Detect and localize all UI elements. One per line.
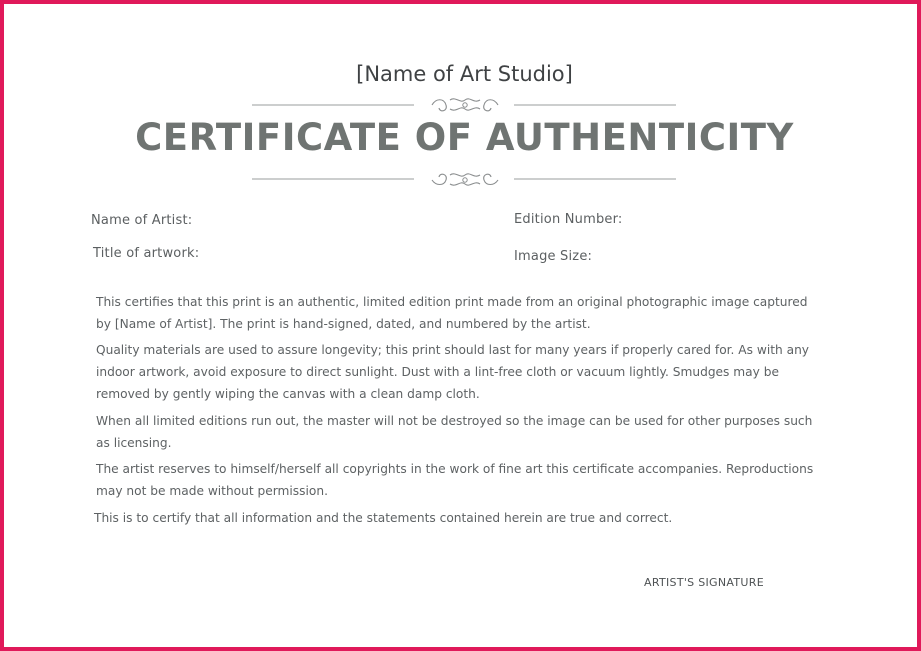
paragraph-editions: When all limited editions run out, the master will not be destroyed so the image can be used for other purposes such as licensing.	[96, 414, 813, 450]
image-size-label: Image Size:	[514, 249, 593, 264]
bottom-divider	[4, 171, 921, 191]
artist-name-label: Name of Artist:	[91, 213, 193, 228]
certificate-title: CERTIFICATE OF AUTHENTICITY	[135, 116, 794, 159]
paragraph-certification: This is to certify that all information and the statements contained herein are true and correct.	[94, 511, 673, 525]
top-divider	[4, 95, 921, 115]
scroll-flourish-icon	[4, 171, 921, 191]
signature-label: ARTIST'S SIGNATURE	[644, 576, 764, 589]
artwork-title-label: Title of artwork:	[93, 246, 200, 261]
studio-name: [Name of Art Studio]	[356, 62, 573, 86]
edition-number-label: Edition Number:	[514, 212, 623, 227]
scroll-flourish-icon	[4, 95, 921, 115]
paragraph-copyright: The artist reserves to himself/herself all copyrights in the work of fine art this certificate accompanies. Reproductions may not be made without permission.	[96, 462, 814, 498]
paragraph-care: Quality materials are used to assure longevity; this print should last for many years if properly cared for. As with any indoor artwork, avoid exposure to direct sunlight. Dust with a lint-free cloth or vacuum lightly. Smudges may be removed by gently wiping the canvas with a clean damp cloth.	[96, 343, 810, 401]
paragraph-authenticity: This certifies that this print is an authentic, limited edition print made from an original photographic image captured by [Name of Artist]. The print is hand-signed, dated, and numbered by the artist.	[96, 295, 808, 331]
